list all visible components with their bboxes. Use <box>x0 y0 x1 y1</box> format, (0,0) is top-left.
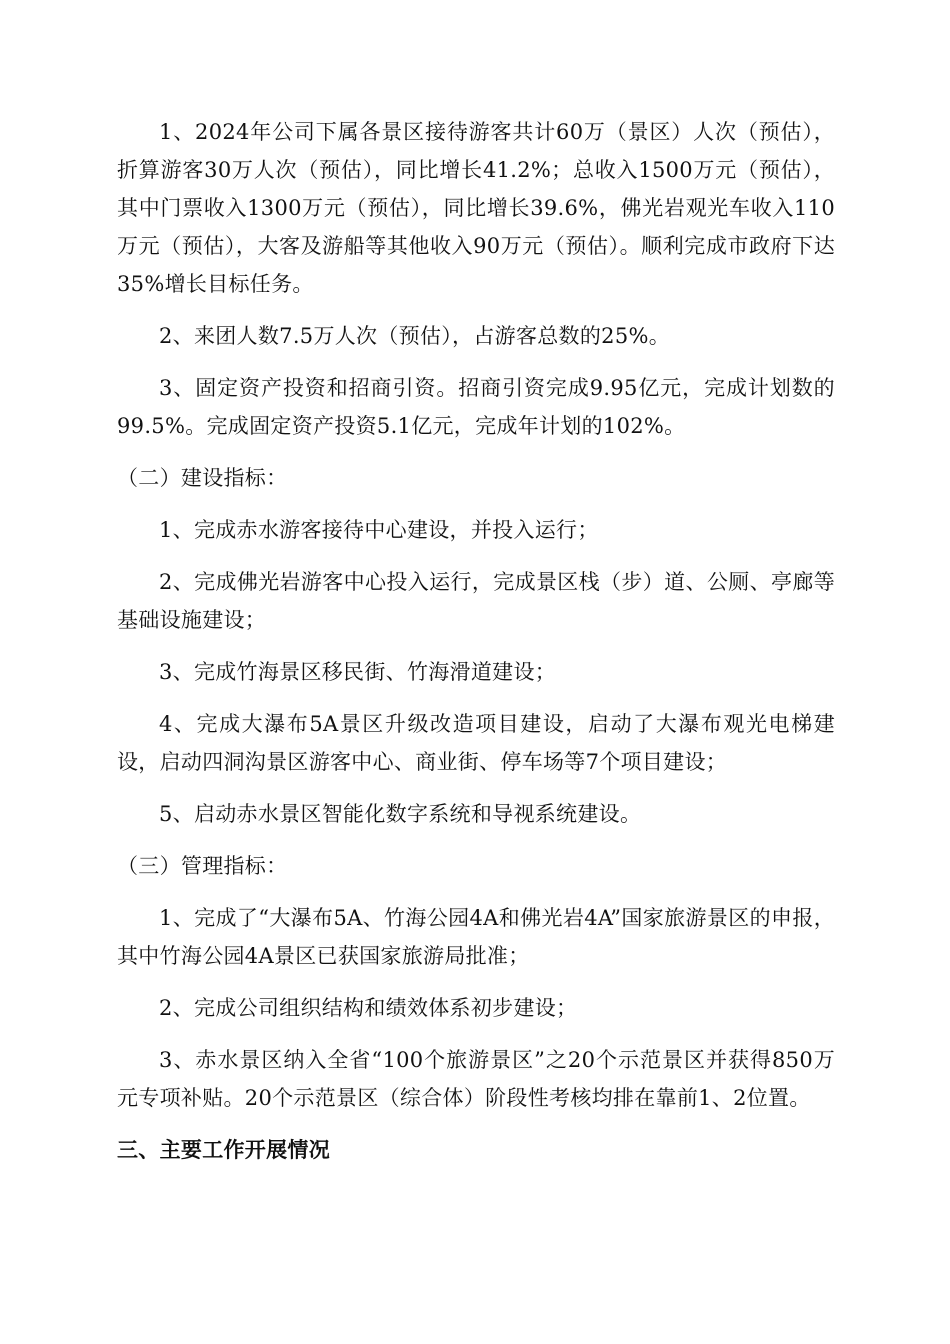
paragraph-group-visitors: 2、来团人数7.5万人次（预估），占游客总数的25%。 <box>159 324 671 348</box>
document-body <box>117 113 835 1169</box>
paragraph-investment: 3、固定资产投资和招商引资。招商引资完成9.95亿元，完成计划数的99.5%。完成固定资产投资5.1亿元，完成年计划的102%。 <box>117 376 835 438</box>
construction-item: 3、完成竹海景区移民街、竹海滑道建设； <box>159 660 557 684</box>
section-heading: 三、主要工作开展情况 <box>117 1138 330 1162</box>
construction-item: 5、启动赤水景区智能化数字系统和导视系统建设。 <box>159 802 642 826</box>
subheading-management: （三）管理指标： <box>117 854 288 878</box>
construction-item: 4、完成大瀑布5A景区升级改造项目建设，启动了大瀑布观光电梯建设，启动四洞沟景区游客中心、商业街、停车场等7个项目建设； <box>117 712 835 774</box>
management-item: 2、完成公司组织结构和绩效体系初步建设； <box>159 996 578 1020</box>
subheading-construction: （二）建设指标： <box>117 466 288 490</box>
construction-item: 2、完成佛光岩游客中心投入运行，完成景区栈（步）道、公厕、亭廊等基础设施建设； <box>117 570 835 632</box>
paragraph-tourist-revenue: 1、2024年公司下属各景区接待游客共计60万（景区）人次（预估），折算游客30万人次（预估），同比增长41.2%；总收入1500万元（预估），其中门票收入1300万元（预估），同比增长39.6%，佛光岩观光车收入110万元（预估），大客及游船等其他收入90万元（预估）。顺利完成市政府下达35%增长目标任务。 <box>117 120 835 296</box>
construction-item: 1、完成赤水游客接待中心建设，并投入运行； <box>159 518 599 542</box>
management-item: 3、赤水景区纳入全省“100个旅游景区”之20个示范景区并获得850万元专项补贴。20个示范景区（综合体）阶段性考核均排在靠前1、2位置。 <box>117 1048 835 1110</box>
management-item: 1、完成了“大瀑布5A、竹海公园4A和佛光岩4A”国家旅游景区的申报，其中竹海公园4A景区已获国家旅游局批准； <box>117 906 835 968</box>
